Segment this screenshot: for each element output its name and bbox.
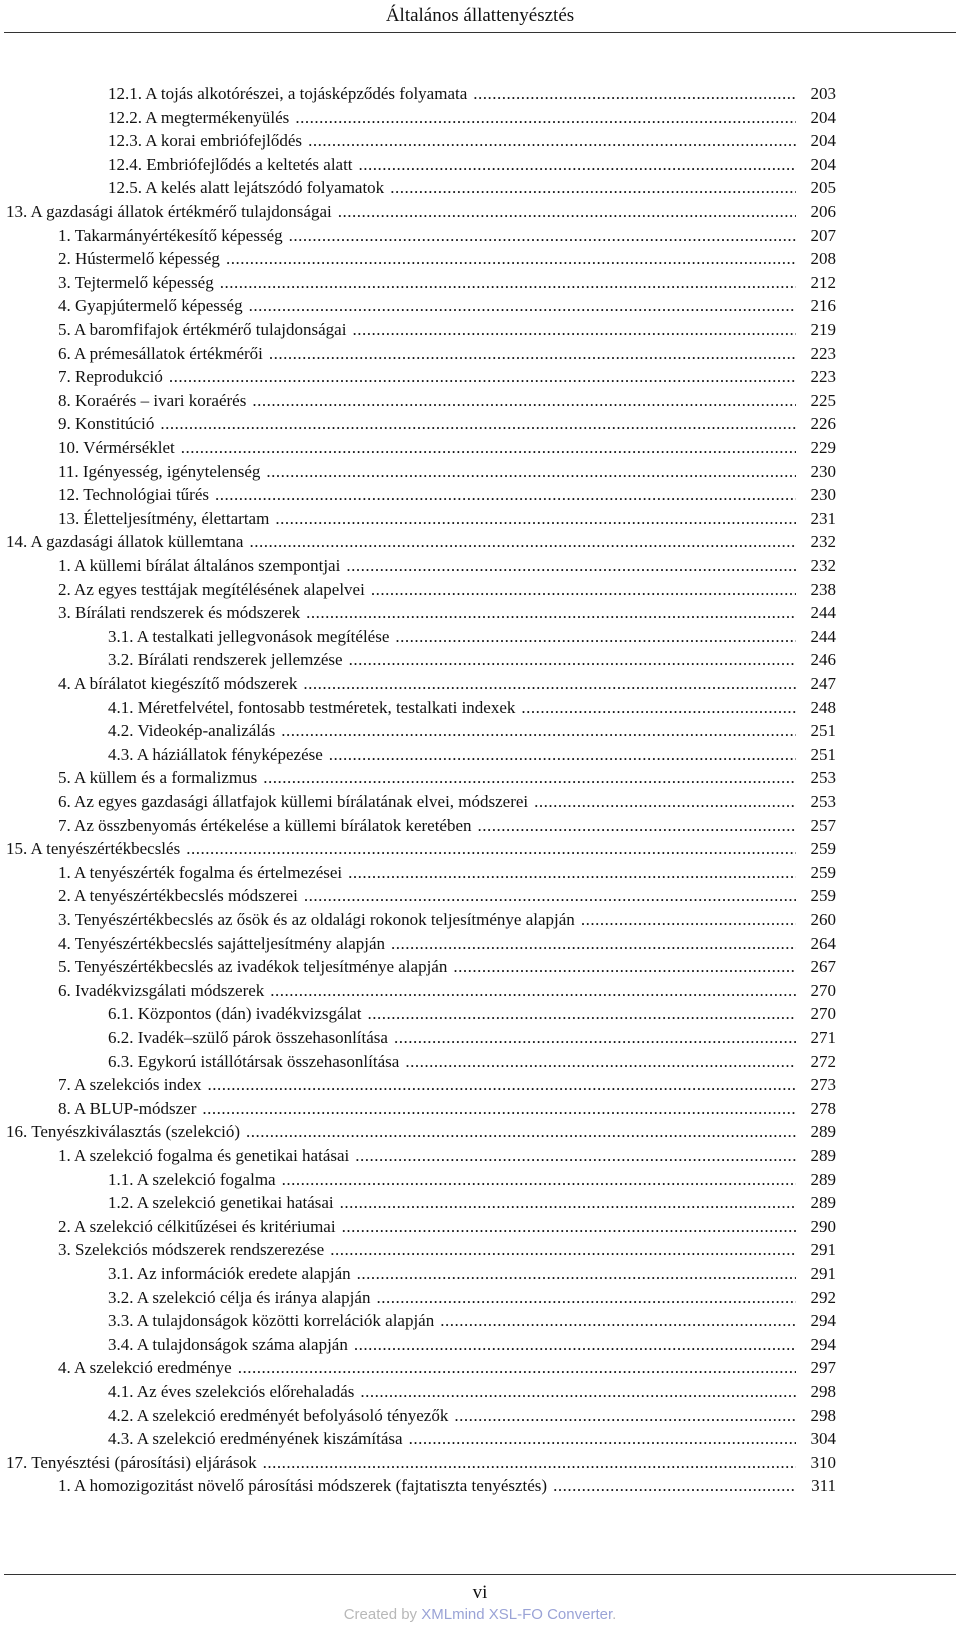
toc-entry-title: 1. A tenyészérték fogalma és értelmezései	[58, 862, 343, 882]
toc-entry[interactable]	[108, 694, 836, 718]
toc-dot-leader	[405, 1052, 796, 1072]
toc-entry-title: 4.1. Az éves szelekciós előrehaladás	[108, 1382, 355, 1401]
toc-dot-leader	[346, 556, 796, 576]
toc-entry[interactable]	[58, 292, 836, 316]
toc-entry-page: 204	[810, 154, 836, 174]
toc-dot-leader	[340, 1193, 796, 1213]
toc-entry-title: 4.2. A szelekció eredményét befolyásoló tényezők	[108, 1405, 449, 1425]
toc-entry-title: 3.1. Az információk eredete alapján	[108, 1264, 351, 1283]
toc-entry-page: 291	[810, 1264, 836, 1283]
toc-dot-leader	[352, 320, 796, 340]
toc-entry-page: 244	[810, 603, 836, 623]
toc-entry[interactable]	[58, 458, 836, 482]
toc-dot-leader	[357, 1264, 796, 1284]
toc-dot-leader	[220, 273, 796, 293]
toc-entry[interactable]	[58, 859, 836, 883]
toc-entry-title: 6. Ivadékvizsgálati módszerek	[58, 980, 265, 1000]
toc-entry[interactable]	[58, 930, 836, 954]
toc-entry[interactable]	[108, 151, 836, 175]
toc-dot-leader	[453, 957, 796, 977]
toc-entry[interactable]	[6, 1118, 836, 1142]
toc-dot-leader	[266, 462, 796, 482]
toc-dot-leader	[338, 202, 796, 222]
toc-entry-page: 289	[810, 1146, 836, 1165]
toc-entry[interactable]	[58, 1354, 836, 1378]
toc-entry[interactable]	[58, 1213, 836, 1237]
toc-entry[interactable]	[108, 1166, 836, 1190]
toc-entry[interactable]	[108, 1024, 836, 1048]
toc-dot-leader	[308, 131, 796, 151]
toc-entry-title: 12.5. A kelés alatt lejátszódó folyamatok	[108, 178, 385, 198]
toc-entry-page: 204	[810, 107, 836, 127]
running-header: Általános állattenyésztés	[385, 5, 575, 26]
toc-entry-page: 225	[810, 390, 836, 410]
toc-entry[interactable]	[58, 316, 836, 340]
toc-entry-title: 16. Tenyészkiválasztás (szelekció)	[6, 1122, 241, 1142]
toc-entry-page: 264	[810, 933, 836, 953]
toc-dot-leader	[581, 910, 796, 930]
toc-entry-title: 7. A szelekciós index	[58, 1075, 202, 1095]
toc-entry[interactable]	[58, 363, 836, 387]
toc-entry[interactable]	[58, 1071, 836, 1095]
toc-entry-page: 297	[810, 1358, 836, 1378]
toc-dot-leader	[354, 1335, 796, 1355]
toc-entry[interactable]	[108, 104, 836, 128]
toc-entry-title: 3. Tejtermelő képesség	[58, 272, 214, 292]
toc-entry-page: 272	[810, 1051, 836, 1071]
toc-entry[interactable]	[58, 576, 836, 600]
toc-dot-leader	[371, 580, 796, 600]
toc-entry[interactable]	[58, 906, 836, 930]
toc-entry-title: 3. Szelekciós módszerek rendszerezése	[58, 1240, 325, 1260]
toc-entry-title: 1. Takarmányértékesítő képesség	[58, 225, 283, 245]
toc-entry-page: 251	[810, 744, 836, 764]
toc-entry-page: 257	[810, 815, 836, 835]
toc-dot-leader	[263, 1453, 796, 1473]
toc-entry[interactable]	[108, 1260, 836, 1284]
toc-entry-page: 232	[810, 532, 836, 552]
toc-dot-leader	[295, 108, 796, 128]
toc-dot-leader	[215, 485, 796, 505]
toc-entry[interactable]	[6, 528, 836, 552]
toc-entry-page: 298	[810, 1405, 836, 1425]
toc-entry-title: 3.4. A tulajdonságok száma alapján	[108, 1334, 348, 1354]
toc-dot-leader	[390, 178, 796, 198]
toc-entry[interactable]	[108, 1284, 836, 1308]
toc-entry[interactable]	[108, 1048, 836, 1072]
toc-entry-page: 289	[810, 1169, 836, 1189]
toc-entry-title: 13. A gazdasági állatok értékmérő tulajdonságai	[6, 202, 332, 221]
toc-entry-title: 3. Bírálati rendszerek és módszerek	[58, 603, 301, 623]
toc-entry-title: 3. Tenyészértékbecslés az ősök és az oldalági rokonok teljesítménye alapján	[58, 910, 575, 929]
toc-entry-title: 5. A baromfifajok értékmérő tulajdonságai	[58, 320, 347, 339]
credit-prefix: Created by	[343, 1606, 422, 1623]
toc-entry-page: 294	[810, 1311, 836, 1331]
toc-entry[interactable]	[58, 599, 836, 623]
toc-entry-page: 270	[810, 980, 836, 1000]
toc-entry[interactable]	[108, 1331, 836, 1355]
toc-entry-page: 232	[810, 556, 836, 575]
toc-entry-page: 289	[810, 1122, 836, 1142]
toc-entry-page: 244	[810, 626, 836, 646]
toc-entry-page: 311	[811, 1476, 836, 1496]
page-number: vi	[472, 1582, 488, 1603]
toc-entry[interactable]	[58, 245, 836, 269]
toc-dot-leader	[534, 792, 796, 812]
toc-dot-leader	[281, 721, 796, 741]
toc-entry-title: 12.4. Embriófejlődés a keltetés alatt	[108, 154, 353, 174]
toc-entry-page: 291	[810, 1240, 836, 1260]
toc-entry-title: 2. A szelekció célkitűzései és kritériumai	[58, 1216, 336, 1236]
toc-entry[interactable]	[58, 953, 836, 977]
toc-entry[interactable]	[6, 1449, 836, 1473]
toc-entry-title: 4.1. Méretfelvétel, fontosabb testméretek, testalkati indexek	[108, 697, 516, 717]
toc-dot-leader	[186, 839, 796, 859]
footer-rule	[4, 1574, 956, 1575]
toc-dot-leader	[473, 84, 796, 104]
toc-entry-page: 212	[810, 272, 836, 292]
toc-entry-title: 3.3. A tulajdonságok közötti korrelációk alapján	[108, 1311, 435, 1331]
toc-entry-title: 4. A szelekció eredménye	[58, 1358, 232, 1378]
toc-entry-page: 310	[810, 1452, 836, 1472]
toc-entry-title: 6.3. Egykorú istállótársak összehasonlítása	[108, 1051, 400, 1071]
toc-entry-page: 226	[810, 414, 836, 434]
toc-entry-title: 5. Tenyészértékbecslés az ivadékok teljesítménye alapján	[58, 957, 448, 977]
toc-entry-page: 248	[810, 697, 836, 717]
toc-entry-title: 12.3. A korai embriófejlődés	[108, 131, 303, 151]
toc-entry-title: 4. A bírálatot kiegészítő módszerek	[58, 674, 298, 693]
toc-dot-leader	[181, 438, 796, 458]
toc-entry-title: 5. A küllem és a formalizmus	[58, 768, 258, 788]
toc-entry[interactable]	[58, 434, 836, 458]
toc-entry[interactable]	[108, 717, 836, 741]
toc-entry-title: 4. Tenyészértékbecslés sajátteljesítmény alapján	[58, 933, 386, 953]
toc-dot-leader	[238, 1358, 796, 1378]
toc-entry[interactable]	[108, 127, 836, 151]
toc-entry[interactable]	[58, 788, 836, 812]
toc-dot-leader	[289, 226, 796, 246]
toc-entry[interactable]	[58, 387, 836, 411]
toc-entry[interactable]	[108, 1189, 836, 1213]
toc-dot-leader	[263, 768, 796, 788]
toc-entry-title: 15. A tenyészértékbecslés	[6, 839, 181, 859]
toc-entry-page: 290	[810, 1216, 836, 1236]
toc-entry-title: 7. Reprodukció	[58, 367, 163, 387]
toc-entry-page: 259	[810, 862, 836, 882]
toc-entry-page: 278	[810, 1098, 836, 1118]
toc-dot-leader	[282, 1170, 796, 1190]
toc-entry[interactable]	[58, 1142, 836, 1166]
toc-dot-leader	[249, 296, 796, 316]
toc-entry[interactable]	[58, 340, 836, 364]
toc-entry[interactable]	[58, 1095, 836, 1119]
toc-entry[interactable]	[58, 222, 836, 246]
toc-entry-title: 3.2. Bírálati rendszerek jellemzése	[108, 650, 343, 670]
toc-entry-page: 238	[810, 579, 836, 599]
toc-entry-page: 216	[810, 296, 836, 316]
toc-entry-page: 204	[810, 131, 836, 151]
toc-dot-leader	[269, 344, 796, 364]
toc-entry-page: 298	[810, 1382, 836, 1401]
toc-entry-title: 3.2. A szelekció célja és iránya alapján	[108, 1287, 371, 1307]
toc-entry-title: 6. A prémesállatok értékmérői	[58, 343, 263, 363]
toc-entry-page: 292	[810, 1287, 836, 1307]
toc-entry-title: 9. Konstitúció	[58, 414, 155, 434]
toc-dot-leader	[376, 1288, 796, 1308]
credit-suffix: .	[612, 1606, 617, 1623]
toc-entry-title: 14. A gazdasági állatok küllemtana	[6, 532, 244, 552]
toc-entry[interactable]	[58, 481, 836, 505]
toc-entry-page: 247	[810, 674, 836, 693]
toc-entry-title: 2. A tenyészértékbecslés módszerei	[58, 886, 298, 906]
toc-entry-title: 6.2. Ivadék–szülő párok összehasonlítása	[108, 1028, 388, 1047]
credit-brand-link[interactable]: XMLmind XSL-FO Converter	[421, 1606, 613, 1623]
toc-dot-leader	[330, 1240, 796, 1260]
toc-entry-title: 11. Igényesség, igénytelenség	[58, 461, 261, 481]
toc-entry[interactable]	[58, 410, 836, 434]
toc-entry-page: 253	[810, 768, 836, 788]
toc-entry-page: 206	[810, 202, 836, 221]
toc-entry-title: 6.1. Központos (dán) ivadékvizsgálat	[108, 1004, 362, 1024]
toc-entry-title: 4.2. Videokép-analizálás	[108, 721, 276, 741]
toc-dot-leader	[394, 1028, 796, 1048]
toc-dot-leader	[202, 1099, 796, 1119]
converter-credit	[0, 1606, 960, 1624]
toc-entry-page: 259	[810, 839, 836, 859]
toc-entry-title: 17. Tenyésztési (párosítási) eljárások	[6, 1452, 257, 1472]
toc-entry-page: 205	[810, 178, 836, 198]
toc-dot-leader	[226, 249, 796, 269]
toc-entry-page: 223	[810, 343, 836, 363]
toc-entry-title: 4.3. A háziállatok fényképezése	[108, 744, 323, 764]
toc-entry[interactable]	[58, 812, 836, 836]
toc-entry[interactable]	[108, 1402, 836, 1426]
toc-entry[interactable]	[6, 198, 836, 222]
toc-dot-leader	[246, 1122, 796, 1142]
toc-entry-title: 1. A szelekció fogalma és genetikai hatásai	[58, 1146, 350, 1165]
toc-dot-leader	[349, 650, 796, 670]
toc-dot-leader	[368, 1004, 796, 1024]
toc-dot-leader	[208, 1075, 796, 1095]
toc-entry[interactable]	[6, 835, 836, 859]
toc-entry-title: 7. Az összbenyomás értékelése a küllemi bírálatok keretében	[58, 815, 472, 835]
toc-entry-page: 219	[810, 320, 836, 339]
toc-entry-page: 294	[810, 1334, 836, 1354]
toc-entry-page: 260	[810, 910, 836, 929]
header-rule	[4, 32, 956, 33]
toc-entry-title: 1.1. A szelekció fogalma	[108, 1169, 276, 1189]
toc-entry-page: 230	[810, 485, 836, 505]
toc-entry-page: 223	[810, 367, 836, 387]
toc-dot-leader	[360, 1382, 796, 1402]
toc-entry[interactable]	[108, 741, 836, 765]
toc-entry[interactable]	[58, 882, 836, 906]
toc-entry[interactable]	[108, 80, 836, 104]
toc-entry-page: 259	[810, 886, 836, 906]
toc-entry-page: 270	[810, 1004, 836, 1024]
toc-entry-title: 2. Az egyes testtájak megítélésének alapelvei	[58, 579, 365, 599]
toc-dot-leader	[160, 414, 796, 434]
toc-entry-title: 2. Hústermelő képesség	[58, 249, 220, 269]
toc-dot-leader	[303, 674, 796, 694]
toc-dot-leader	[252, 391, 796, 411]
toc-entry[interactable]	[108, 646, 836, 670]
toc-entry-title: 1.2. A szelekció genetikai hatásai	[108, 1193, 334, 1213]
toc-dot-leader	[391, 934, 796, 954]
toc-dot-leader	[306, 603, 796, 623]
toc-entry-page: 251	[810, 721, 836, 741]
toc-entry-title: 4. Gyapjútermelő képesség	[58, 296, 243, 316]
toc-entry-title: 12. Technológiai tűrés	[58, 485, 209, 505]
toc-dot-leader	[355, 1146, 796, 1166]
toc-entry[interactable]	[58, 269, 836, 293]
toc-dot-leader	[440, 1311, 796, 1331]
toc-entry[interactable]	[108, 1378, 836, 1402]
toc-entry[interactable]	[58, 552, 836, 576]
toc-entry[interactable]	[58, 1472, 836, 1496]
toc-entry-page: 231	[810, 508, 836, 528]
toc-entry[interactable]	[58, 977, 836, 1001]
toc-dot-leader	[169, 367, 796, 387]
toc-entry-page: 203	[810, 84, 836, 103]
toc-dot-leader	[553, 1476, 796, 1496]
toc-dot-leader	[359, 155, 796, 175]
toc-entry-page: 207	[810, 225, 836, 245]
toc-dot-leader	[329, 745, 796, 765]
toc-entry-title: 1. A homozigozitást növelő párosítási módszerek (fajtatiszta tenyésztés)	[58, 1476, 548, 1496]
toc-entry-title: 8. Koraérés – ivari koraérés	[58, 390, 247, 410]
toc-entry-page: 208	[810, 249, 836, 269]
toc-entry-page: 230	[810, 461, 836, 481]
toc-entry-page: 253	[810, 792, 836, 811]
toc-dot-leader	[270, 981, 796, 1001]
toc-entry[interactable]	[108, 174, 836, 198]
toc-entry[interactable]	[108, 1425, 836, 1449]
toc-entry-title: 3.1. A testalkati jellegvonások megítélése	[108, 626, 390, 646]
toc-entry-page: 271	[810, 1028, 836, 1047]
toc-dot-leader	[521, 698, 796, 718]
toc-entry[interactable]	[58, 670, 836, 694]
toc-entry-page: 267	[810, 957, 836, 977]
toc-entry-title: 1. A küllemi bírálat általános szempontjai	[58, 556, 341, 575]
toc-entry[interactable]	[108, 1307, 836, 1331]
toc-dot-leader	[249, 532, 796, 552]
toc-entry-page: 289	[810, 1193, 836, 1213]
toc-entry-title: 10. Vérmérséklet	[58, 438, 175, 457]
toc-entry-page: 304	[810, 1429, 836, 1449]
toc-dot-leader	[348, 863, 796, 883]
toc-entry-title: 4.3. A szelekció eredményének kiszámítása	[108, 1429, 403, 1449]
toc-entry-page: 273	[810, 1075, 836, 1095]
toc-dot-leader	[342, 1217, 796, 1237]
toc-dot-leader	[409, 1429, 796, 1449]
toc-entry[interactable]	[58, 1236, 836, 1260]
toc-dot-leader	[454, 1406, 796, 1426]
toc-entry-title: 12.2. A megtermékenyülés	[108, 107, 290, 127]
toc-entry-title: 12.1. A tojás alkotórészei, a tojásképződés folyamata	[108, 84, 468, 103]
toc-entry-title: 13. Életteljesítmény, élettartam	[58, 508, 270, 528]
toc-entry[interactable]	[108, 623, 836, 647]
toc-entry-page: 246	[810, 650, 836, 670]
toc-entry-page: 229	[810, 438, 836, 457]
toc-dot-leader	[478, 816, 796, 836]
toc-dot-leader	[395, 627, 796, 647]
toc-dot-leader	[275, 509, 796, 529]
toc-entry-title: 6. Az egyes gazdasági állatfajok küllemi bírálatának elvei, módszerei	[58, 792, 529, 811]
toc-entry[interactable]	[58, 764, 836, 788]
toc-dot-leader	[304, 886, 796, 906]
toc-entry[interactable]	[108, 1000, 836, 1024]
toc-entry[interactable]	[58, 505, 836, 529]
toc-entry-title: 8. A BLUP-módszer	[58, 1098, 197, 1118]
